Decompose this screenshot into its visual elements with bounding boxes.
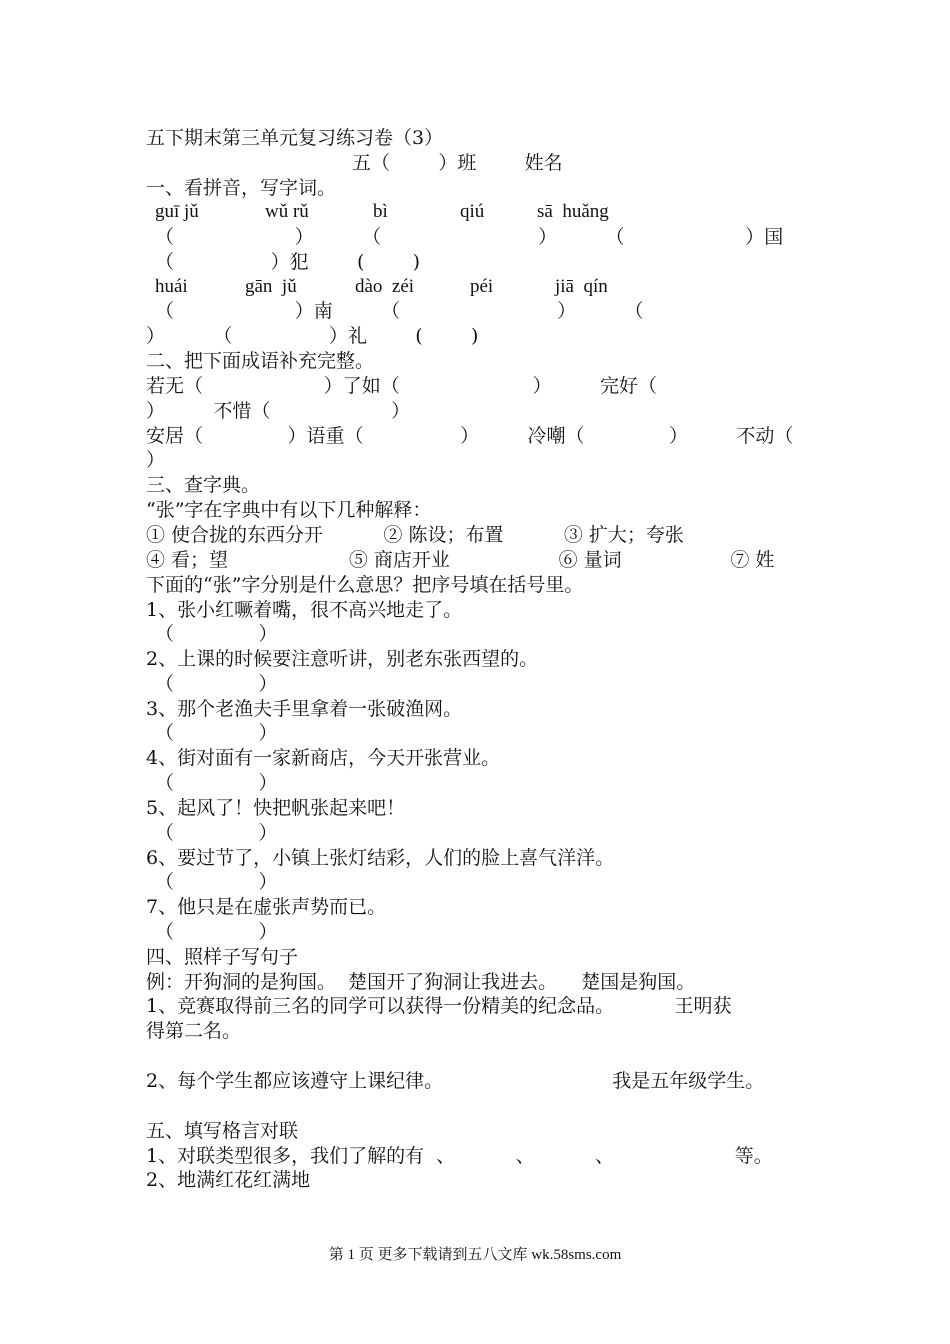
- pinyin-item: gān jǔ: [245, 276, 297, 297]
- question-item: 2、每个学生都应该遵守上课纪律。 我是五年级学生。: [146, 1070, 765, 1092]
- answer-blanks: （ ）南 （ ） （: [155, 300, 644, 322]
- section-3-heading: 三、查字典。: [146, 474, 261, 496]
- section-4-heading: 四、照样子写句子: [146, 946, 299, 968]
- answer-paren: （ ）: [155, 921, 278, 943]
- section-2-heading: 二、把下面成语补充完整。: [146, 350, 375, 372]
- pinyin-item: péi: [470, 276, 494, 297]
- pinyin-item: dào zéi: [355, 276, 415, 297]
- dictionary-intro: “张”字在字典中有以下几种解释：: [146, 499, 432, 521]
- meanings-line: ① 使合拢的东西分开 ② 陈设；布置 ③ 扩大；夸张: [146, 524, 684, 546]
- worksheet-title: 五下期末第三单元复习练习卷（3）: [146, 127, 444, 149]
- answer-blanks: ） （ ）礼 ( ): [146, 325, 479, 347]
- pinyin-item: jiā qín: [555, 276, 608, 297]
- question-item: 7、他只是在虚张声势而已。: [146, 896, 387, 918]
- question-item: 6、要过节了，小镇上张灯结彩，人们的脸上喜气洋洋。: [146, 847, 615, 869]
- answer-paren: （ ）: [155, 871, 278, 893]
- pinyin-item: wǔ rǔ: [265, 201, 309, 222]
- question-item: 1、竞赛取得前三名的同学可以获得一份精美的纪念品。 王明获: [146, 995, 732, 1017]
- answer-paren: （ ）: [155, 772, 278, 794]
- question-item: 4、街对面有一家新商店，今天开张营业。: [146, 747, 501, 769]
- idiom-line: ）: [146, 449, 166, 471]
- answer-paren: （ ）: [155, 722, 278, 744]
- pinyin-item: sā huǎng: [537, 201, 609, 222]
- question-item: 1、对联类型很多，我们了解的有 、 、 、 等。: [146, 1145, 773, 1167]
- idiom-line: 若无（ ）了如（ ） 完好（: [146, 375, 657, 397]
- question-item: 1、张小红噘着嘴，很不高兴地走了。: [146, 599, 463, 621]
- question-item: 2、上课的时候要注意听讲，别老东张西望的。: [146, 648, 539, 670]
- question-item: 5、起风了！快把帆张起来吧！: [146, 797, 406, 819]
- instruction: 下面的“张”字分别是什么意思？把序号填在括号里。: [146, 574, 584, 596]
- answer-paren: （ ）: [155, 623, 278, 645]
- idiom-line: ） 不惜（ ）: [146, 400, 411, 422]
- pinyin-item: guī jǔ: [155, 201, 199, 222]
- answer-blanks: （ ） （ ） （ ）国: [155, 226, 784, 248]
- question-item: 3、那个老渔夫手里拿着一张破渔网。: [146, 698, 463, 720]
- pinyin-item: bì: [373, 201, 388, 222]
- section-1-heading: 一、看拼音，写字词。: [146, 177, 337, 199]
- meanings-line: ④ 看；望 ⑤ 商店开业 ⑥ 量词 ⑦ 姓: [146, 549, 775, 571]
- answer-blanks: （ ）犯 ( ): [155, 251, 421, 273]
- section-5-heading: 五、填写格言对联: [146, 1120, 299, 1142]
- pinyin-item: qiú: [460, 201, 485, 222]
- page-footer: 第 1 页 更多下载请到五八文库 wk.58sms.com: [328, 1247, 622, 1263]
- idiom-line: 安居（ ）语重（ ） 冷嘲（ ） 不动（: [146, 425, 794, 447]
- answer-paren: （ ）: [155, 673, 278, 695]
- question-item: 得第二名。: [146, 1020, 242, 1042]
- pinyin-item: huái: [155, 276, 188, 297]
- answer-paren: （ ）: [155, 822, 278, 844]
- question-item: 2、地满红花红满地: [146, 1169, 311, 1191]
- example-sentence: 例：开狗洞的是狗国。 楚国开了狗洞让我进去。 楚国是狗国。: [146, 971, 696, 993]
- class-name-line: 五（ ）班 姓名: [352, 152, 563, 174]
